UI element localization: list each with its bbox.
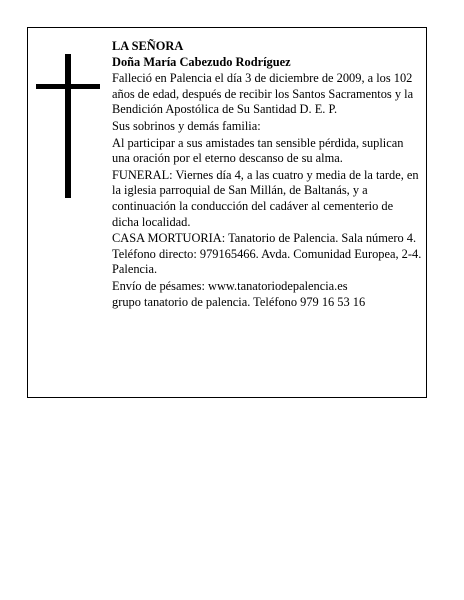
funeral-home-details: CASA MORTUORIA: Tanatorio de Palencia. Sala número 4. Teléfono directo: 979165466. Avda. Comunidad Europea, 2-4. Palencia. — [112, 231, 422, 277]
condolences-line: Envío de pésames: www.tanatoriodepalencia.es — [112, 278, 348, 293]
notice-title: LA SEÑORA — [112, 39, 184, 53]
prayer-request: Al participar a sus amistades tan sensible pérdida, suplican una oración por el eterno descanso de su alma. — [112, 135, 404, 166]
funeral-details: FUNERAL: Viernes día 4, a las cuatro y media de la tarde, en la iglesia parroquial de San Millán, de Baltanás, y a continuación la conducción del cadáver al cementerio de dicha localidad. — [112, 167, 419, 229]
cross-icon — [36, 54, 100, 198]
obituary-text — [112, 39, 422, 310]
deceased-name: Doña María Cabezudo Rodríguez — [112, 54, 291, 69]
cross-horizontal-bar — [36, 84, 100, 89]
family-line: Sus sobrinos y demás familia: — [112, 118, 261, 133]
death-announcement: Falleció en Palencia el día 3 de diciembre de 2009, a los 102 años de edad, después de recibir los Santos Sacramentos y la Bendición Apostólica de Su Santidad D. E. P. — [112, 71, 414, 117]
group-contact-line: grupo tanatorio de palencia. Teléfono 979 16 53 16 — [112, 294, 366, 309]
cross-vertical-bar — [65, 54, 71, 198]
